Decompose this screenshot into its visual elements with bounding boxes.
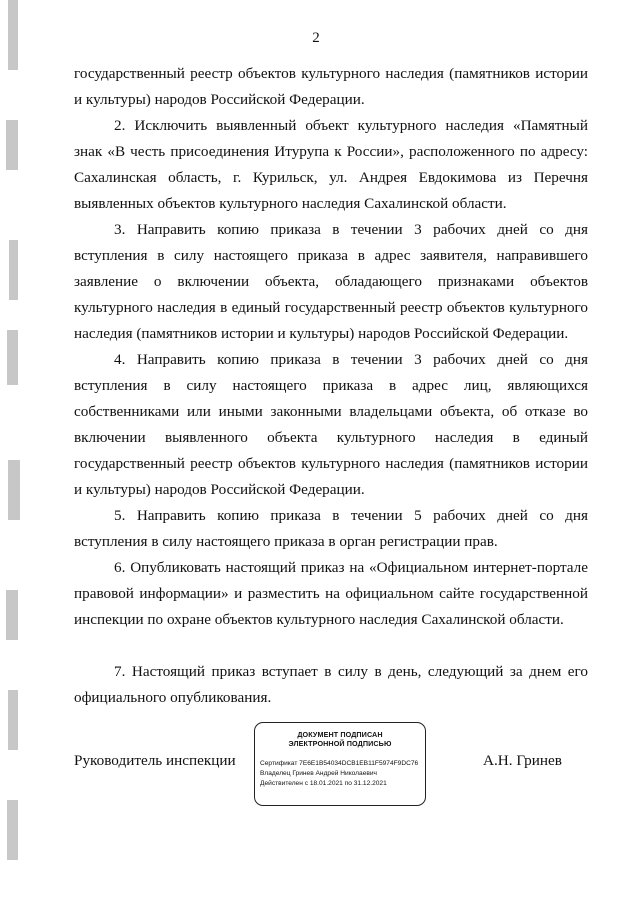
stamp-title-line2: ЭЛЕКТРОННОЙ ПОДПИСЬЮ — [288, 739, 392, 748]
electronic-signature-stamp — [254, 722, 426, 806]
paragraph-item-2: 2. Исключить выявленный объект культурного наследия «Памятный знак «В честь присоединения Итурупа к России», расположенного по адресу: Сахалинская область, г. Курильск, ул. Андрея Евдокимова из Перечня выявленных объектов культурного наследия Сахалинской области. — [74, 117, 588, 212]
stamp-certificate: Сертификат 7E6E1B54034DCB1EB11F5974F9DC76 — [260, 760, 419, 767]
page-number: 2 — [312, 30, 320, 46]
signer-position: Руководитель инспекции — [74, 752, 236, 769]
paragraph-item-7: 7. Настоящий приказ вступает в силу в день, следующий за днем его официального опубликования. — [74, 663, 588, 706]
stamp-title-line1: ДОКУМЕНТ ПОДПИСАН — [297, 730, 383, 739]
paragraph-item-4: 4. Направить копию приказа в течении 3 рабочих дней со дня вступления в силу настоящего приказа в адрес лиц, являющихся собственниками или иными законными владельцами объекта, об отказе во включении выявленного объекта культурного наследия в единый государственный реестр объектов культурного наследия (памятников истории и культуры) народов Российской Федерации. — [74, 351, 588, 498]
paragraph-continuation: государственный реестр объектов культурного наследия (памятников истории и культуры) народов Российской Федерации. — [74, 65, 588, 108]
signer-name: А.Н. Гринев — [483, 752, 562, 769]
stamp-validity: Действителен с 18.01.2021 по 31.12.2021 — [260, 780, 387, 787]
stamp-owner: Владелец Гринев Андрей Николаевич — [260, 770, 377, 777]
paragraph-item-6: 6. Опубликовать настоящий приказ на «Официальном интернет-портале правовой информации» и разместить на официальном сайте государственной инспекции по охране объектов культурного наследия Сахалинской области. — [74, 559, 588, 628]
scan-edge-noise — [0, 0, 40, 905]
paragraph-item-3: 3. Направить копию приказа в течении 3 рабочих дней со дня вступления в силу настоящего приказа в адрес заявителя, направившего заявление о включении объекта, обладающего признаками объектов культурного наследия в единый государственный реестр объектов культурного наследия (памятников истории и культуры) народов Российской Федерации. — [74, 221, 588, 342]
paragraph-item-5: 5. Направить копию приказа в течении 5 рабочих дней со дня вступления в силу настоящего приказа в орган регистрации прав. — [74, 507, 588, 550]
